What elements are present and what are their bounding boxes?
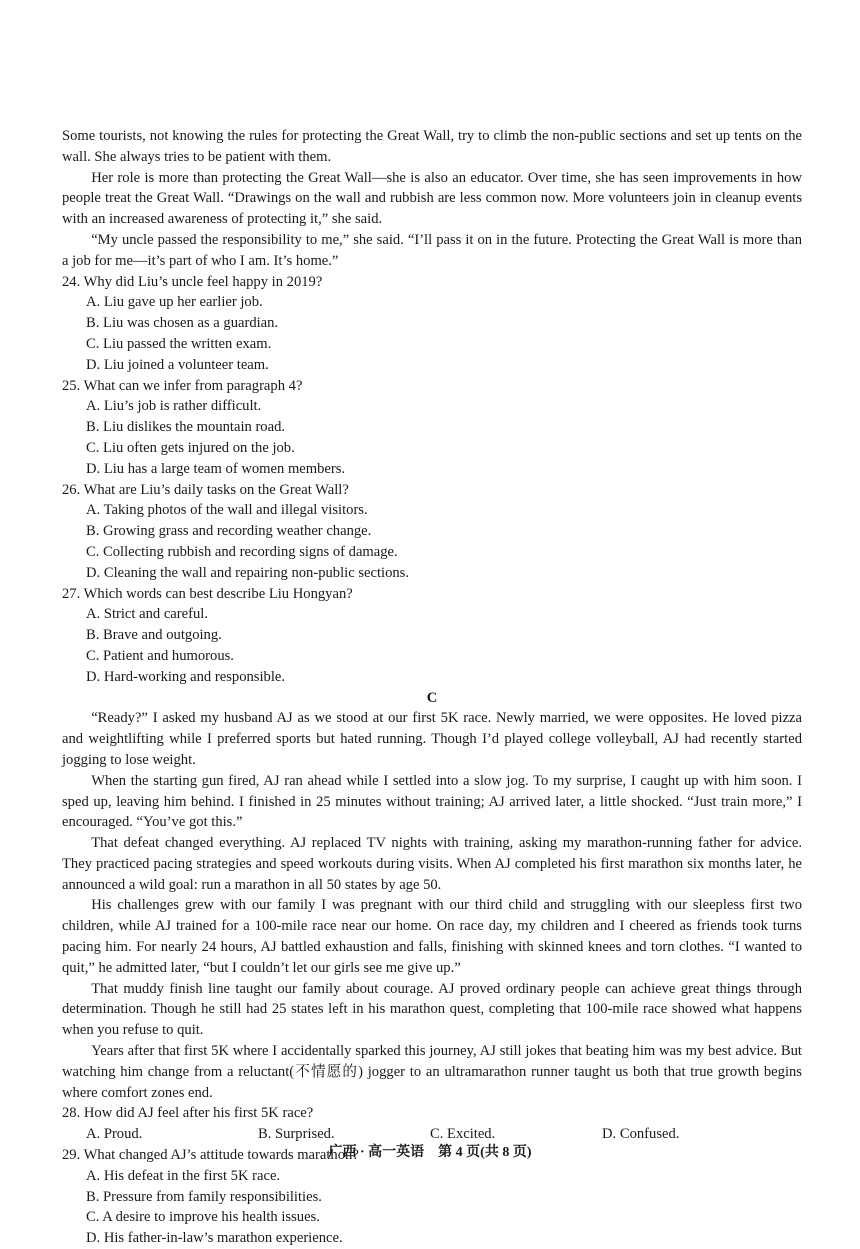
question-stem: 29. What changed AJ’s attitude towards marathon?: [62, 1147, 359, 1164]
question: [62, 272, 802, 376]
answer-option: D. His father-in-law’s marathon experience.: [86, 1230, 343, 1247]
answer-options: [62, 500, 802, 583]
answer-option: C. Excited.: [430, 1126, 496, 1143]
question-stem: 24. Why did Liu’s uncle feel happy in 2019?: [62, 273, 323, 290]
answer-option: A. Taking photos of the wall and illegal visitors.: [86, 502, 368, 519]
paragraph: “Ready?” I asked my husband AJ as we stood at our first 5K race. Newly married, we were opposites. He loved pizza and weightlifting while I preferred sports but hated running. Though I’d played college volleyball, AJ had recently started jogging to lose weight.: [62, 710, 802, 768]
answer-option: B. Growing grass and recording weather change.: [86, 523, 372, 540]
answer-option: C. Patient and humorous.: [86, 647, 234, 664]
answer-option: A. Strict and careful.: [86, 606, 208, 623]
paragraph: Some tourists, not knowing the rules for protecting the Great Wall, try to climb the non-public sections and set up tents on the wall. She always tries to be patient with them.: [62, 128, 802, 165]
answer-option: D. Liu has a large team of women members.: [86, 460, 346, 477]
answer-option: D. Liu joined a volunteer team.: [86, 356, 269, 373]
page-content: [62, 126, 802, 1249]
question: [62, 1103, 802, 1145]
answer-option: B. Pressure from family responsibilities.: [86, 1188, 322, 1205]
answer-option: D. Hard-working and responsible.: [86, 668, 285, 685]
answer-options: [62, 604, 802, 687]
question-stem: 25. What can we infer from paragraph 4?: [62, 377, 303, 394]
answer-option: A. Liu’s job is rather difficult.: [86, 398, 262, 415]
answer-option: B. Liu was chosen as a guardian.: [86, 315, 279, 332]
answer-option: D. Confused.: [602, 1126, 680, 1143]
answer-option: A. Proud.: [86, 1126, 143, 1143]
question: [62, 584, 802, 688]
answer-option: C. Liu often gets injured on the job.: [86, 439, 295, 456]
page-footer: 广西 · 高一英语 第 4 页(共 8 页): [328, 1145, 532, 1160]
passage-b-tail: [62, 126, 802, 272]
answer-option: B. Liu dislikes the mountain road.: [86, 419, 286, 436]
question: [62, 480, 802, 584]
question: [62, 376, 802, 480]
passage-c: [62, 708, 802, 1103]
answer-option: B. Surprised.: [258, 1126, 335, 1143]
question-stem: 26. What are Liu’s daily tasks on the Great Wall?: [62, 481, 349, 498]
paragraph: His challenges grew with our family I was pregnant with our third child and struggling with our sleepless first two children, while AJ trained for a 100-mile race near our home. On race day, my children and I cheered as friends took turns pacing him. For nearly 24 hours, AJ battled exhaustion and falls, finishing with skinned knees and torn clothes. “I wanted to quit,” he admitted later, “but I couldn’t let our girls see me give up.”: [62, 897, 802, 976]
answer-option: C. Collecting rubbish and recording signs of damage.: [86, 543, 398, 560]
answer-options: [62, 396, 802, 479]
paragraph: That defeat changed everything. AJ replaced TV nights with training, asking my marathon-running father for advice. They practiced pacing strategies and speed workouts during visits. When AJ completed his first marathon six months later, he announced a wild goal: run a marathon in all 50 states by age 50.: [62, 835, 802, 893]
paragraph: Her role is more than protecting the Great Wall—she is also an educator. Over time, she has seen improvements in how people treat the Great Wall. “Drawings on the wall and rubbish are less common now. More volunteers join in cleanup events with an increased awareness of protecting it,” she said.: [62, 169, 802, 228]
answer-options: [62, 1166, 802, 1249]
answer-option: A. His defeat in the first 5K race.: [86, 1167, 281, 1184]
answer-option: A. Liu gave up her earlier job.: [86, 294, 263, 311]
answer-option: C. Liu passed the written exam.: [86, 335, 272, 352]
answer-option: C. A desire to improve his health issues.: [86, 1209, 320, 1226]
section-c-heading: C: [426, 689, 438, 706]
paragraph: When the starting gun fired, AJ ran ahead while I settled into a slow jog. To my surprise, I caught up with him soon. I sped up, leaving him behind. I finished in 25 minutes without training; AJ arrived later, a little shocked. “Just train more,” I encouraged. “You’ve got this.”: [62, 772, 802, 831]
question-stem: 27. Which words can best describe Liu Hongyan?: [62, 585, 353, 602]
questions-b: [62, 272, 802, 688]
answer-option: B. Brave and outgoing.: [86, 627, 222, 644]
questions-c: [62, 1103, 802, 1249]
question-stem: 28. How did AJ feel after his first 5K race?: [62, 1105, 314, 1122]
paragraph: “My uncle passed the responsibility to me,” she said. “I’ll pass it on in the future. Protecting the Great Wall is more than a job for me—it’s part of who I am. It’s home.”: [62, 231, 802, 269]
answer-option: D. Cleaning the wall and repairing non-public sections.: [86, 564, 410, 581]
answer-options: [62, 292, 802, 375]
paragraph: That muddy finish line taught our family about courage. AJ proved ordinary people can achieve great things through determination. Though he still had 25 states left in his marathon quest, completing that 100-mile race showed what happens when you refuse to quit.: [62, 980, 802, 1039]
paragraph: Years after that first 5K where I accidentally sparked this journey, AJ still jokes that beating him was my best advice. But watching him change from a reluctant(不情愿的) jogger to an ultramarathon runner taught us both that true growth begins where comfort zones end.: [62, 1043, 802, 1101]
